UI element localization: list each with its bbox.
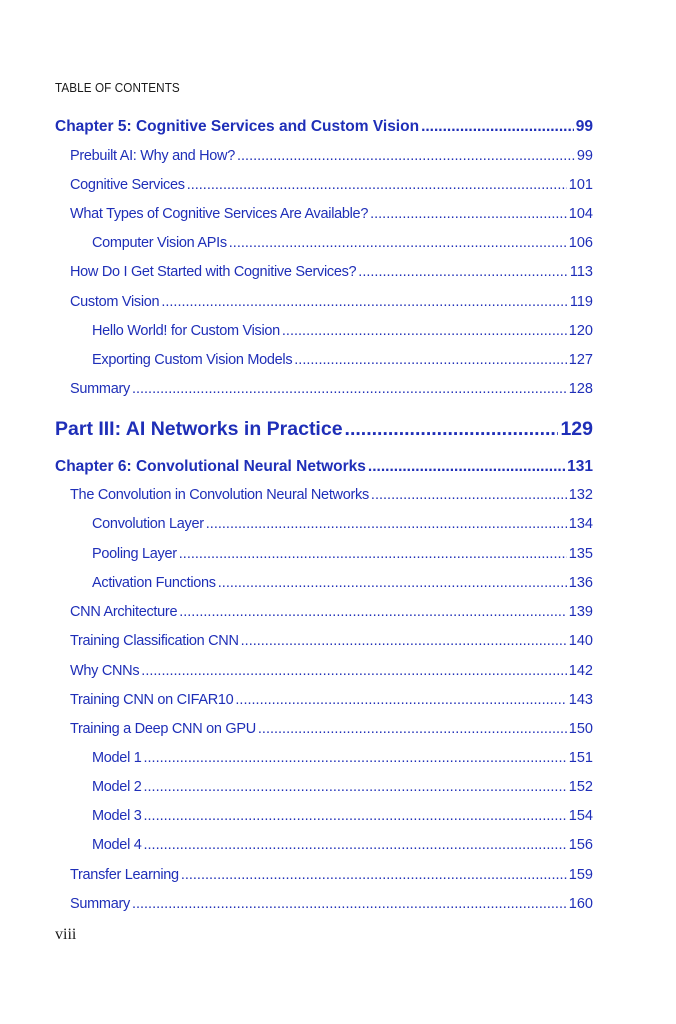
toc-entry-title: Transfer Learning [70, 867, 179, 883]
toc-entry-title: Chapter 6: Convolutional Neural Networks [55, 458, 366, 475]
toc-entry-page: 127 [568, 352, 593, 368]
toc-entry-page: 129 [560, 418, 593, 440]
toc-leader-dots [235, 692, 566, 708]
toc-entry-page: 136 [568, 575, 593, 591]
toc-entry[interactable] [92, 516, 593, 535]
toc-entry-title: The Convolution in Convolution Neural Networks [70, 487, 369, 503]
toc-entry-page: 113 [569, 264, 593, 280]
toc-entry[interactable] [92, 779, 593, 798]
toc-entry-title: Model 1 [92, 750, 142, 766]
toc-leader-dots [237, 148, 575, 164]
toc-entry-page: 132 [568, 487, 593, 503]
toc-entry-page: 99 [575, 118, 593, 135]
toc-entry-title: Cognitive Services [70, 177, 185, 193]
toc-leader-dots [218, 575, 567, 591]
toc-leader-dots [358, 264, 568, 280]
toc-leader-dots [144, 837, 567, 853]
toc-entry-title: Part III: AI Networks in Practice [55, 418, 343, 440]
toc-leader-dots [144, 808, 567, 824]
toc-entry-title: Why CNNs [70, 663, 140, 679]
toc-entry-page: 152 [568, 779, 593, 795]
toc-entry-page: 140 [568, 633, 593, 649]
toc-entry-page: 120 [568, 323, 593, 339]
toc-entry[interactable] [92, 575, 593, 594]
toc-leader-dots [241, 633, 567, 649]
toc-entry[interactable] [70, 487, 593, 506]
toc-leader-dots [144, 779, 567, 795]
toc-entry[interactable] [70, 264, 593, 283]
toc-entry-page: 154 [568, 808, 593, 824]
toc-leader-dots [345, 418, 559, 441]
toc-entry-title: How Do I Get Started with Cognitive Services? [70, 264, 357, 280]
toc-leader-dots [371, 487, 567, 503]
toc-entry[interactable] [70, 381, 593, 400]
toc-entry-title: Hello World! for Custom Vision [92, 323, 280, 339]
toc-entry-page: 99 [576, 148, 593, 164]
toc-leader-dots [258, 721, 567, 737]
toc-entry-page: 134 [568, 516, 593, 532]
toc-entry-page: 156 [568, 837, 593, 853]
toc-entry-page: 143 [568, 692, 593, 708]
toc-entry-title: Pooling Layer [92, 546, 177, 562]
toc-entry[interactable] [92, 546, 593, 565]
toc-entry[interactable] [70, 692, 593, 711]
toc-entry-page: 151 [568, 750, 593, 766]
toc-entry-title: What Types of Cognitive Services Are Available? [70, 206, 369, 222]
toc-entry[interactable] [92, 235, 593, 254]
toc-entry-page: 160 [568, 896, 593, 912]
toc-entry-title: Training Classification CNN [70, 633, 239, 649]
toc-entry-title: Model 4 [92, 837, 142, 853]
toc-leader-dots [181, 867, 567, 883]
toc-entry-title: Activation Functions [92, 575, 216, 591]
toc-entry-title: CNN Architecture [70, 604, 178, 620]
toc-entry-title: Exporting Custom Vision Models [92, 352, 293, 368]
toc-leader-dots [144, 750, 567, 766]
toc-leader-dots [179, 604, 567, 620]
toc-leader-dots [161, 294, 568, 310]
toc-leader-dots [141, 663, 567, 679]
toc-entry-title: Convolution Layer [92, 516, 204, 532]
toc-entry-title: Training CNN on CIFAR10 [70, 692, 234, 708]
toc-leader-dots [421, 118, 574, 136]
toc-entry[interactable] [92, 323, 593, 342]
toc-entry-page: 142 [568, 663, 593, 679]
toc-leader-dots [229, 235, 567, 251]
toc-entry-title: Prebuilt AI: Why and How? [70, 148, 235, 164]
toc-entry-page: 104 [568, 206, 593, 222]
toc-entry[interactable] [55, 458, 593, 478]
toc-entry[interactable] [92, 352, 593, 371]
toc-entry-title: Summary [70, 381, 130, 397]
toc-entry-title: Model 2 [92, 779, 142, 795]
toc-entry[interactable] [70, 867, 593, 886]
toc-entry[interactable] [70, 604, 593, 623]
toc-entry-title: Model 3 [92, 808, 142, 824]
toc-entry-title: Computer Vision APIs [92, 235, 227, 251]
toc-entry-page: 106 [568, 235, 593, 251]
toc-leader-dots [282, 323, 567, 339]
page-number: viii [55, 926, 77, 943]
toc-entry[interactable] [70, 896, 593, 915]
toc-entry-title: Summary [70, 896, 130, 912]
toc-entry[interactable] [92, 837, 593, 856]
toc-entry[interactable] [70, 294, 593, 313]
toc-entry[interactable] [55, 418, 593, 444]
toc-entry-page: 131 [567, 458, 593, 475]
toc-entry-page: 150 [568, 721, 593, 737]
toc-leader-dots [206, 516, 567, 532]
toc-entry-title: Custom Vision [70, 294, 160, 310]
toc-leader-dots [179, 546, 567, 562]
toc-entry-page: 101 [568, 177, 593, 193]
running-head: TABLE OF CONTENTS [55, 80, 180, 95]
toc-leader-dots [187, 177, 567, 193]
toc-leader-dots [132, 381, 567, 397]
toc-entry-page: 119 [569, 294, 593, 310]
toc-entry[interactable] [70, 177, 593, 196]
toc-leader-dots [370, 206, 567, 222]
toc-entry-page: 128 [568, 381, 593, 397]
toc-entry[interactable] [92, 750, 593, 769]
toc-leader-dots [368, 458, 565, 476]
toc-leader-dots [132, 896, 567, 912]
toc-entry[interactable] [70, 721, 593, 740]
toc-entry[interactable] [70, 633, 593, 652]
toc-entry-page: 139 [568, 604, 593, 620]
toc-entry[interactable] [70, 206, 593, 225]
toc-entry[interactable] [70, 663, 593, 682]
toc-entry[interactable] [70, 148, 593, 167]
toc-entry[interactable] [92, 808, 593, 827]
toc-entry[interactable] [55, 118, 593, 138]
toc-entry-page: 159 [568, 867, 593, 883]
toc-entry-title: Training a Deep CNN on GPU [70, 721, 256, 737]
toc-entry-page: 135 [568, 546, 593, 562]
toc-entry-title: Chapter 5: Cognitive Services and Custom Vision [55, 118, 420, 135]
toc-leader-dots [294, 352, 567, 368]
